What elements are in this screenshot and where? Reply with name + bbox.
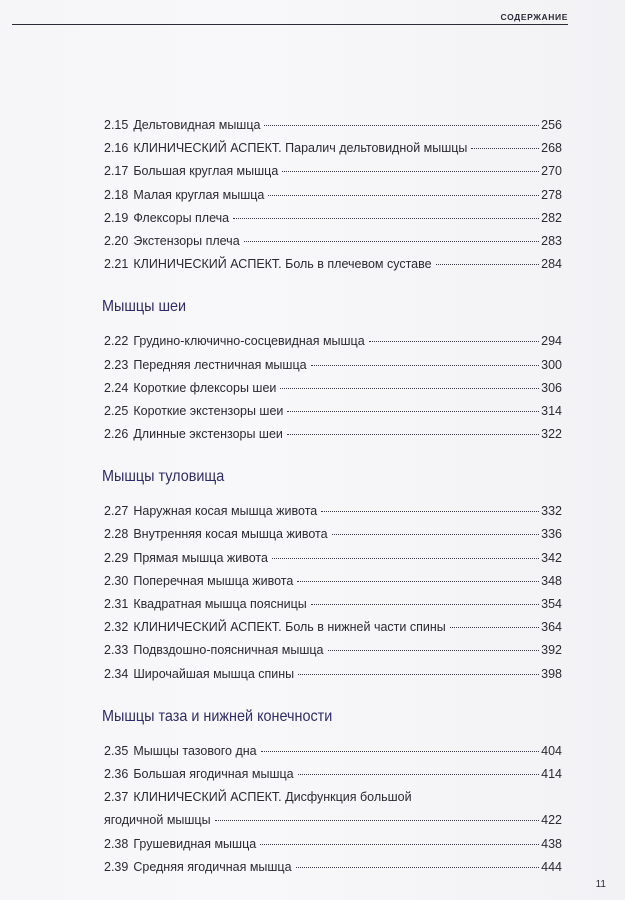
dot-leader	[450, 627, 539, 628]
toc-entry-title: КЛИНИЧЕСКИЙ АСПЕКТ. Дисфункция большой	[133, 790, 412, 805]
toc-entry[interactable]	[104, 114, 562, 137]
toc-entry-number: 2.15	[104, 118, 129, 132]
dot-leader	[282, 171, 539, 172]
toc-entry-title: Короткие флексоры шеи	[133, 380, 277, 395]
toc-entry-title: КЛИНИЧЕСКИЙ АСПЕКТ. Боль в плечевом суставе	[133, 257, 432, 272]
toc-entry-page: 294	[541, 334, 562, 349]
dot-leader	[332, 534, 540, 535]
toc-entry-number: 2.17	[104, 164, 129, 179]
toc-entry-page: 438	[541, 836, 562, 851]
toc-entry-number: 2.31	[104, 597, 129, 611]
dot-leader	[369, 341, 539, 342]
toc-entry[interactable]	[104, 616, 562, 639]
toc-entry-page: 414	[541, 766, 562, 781]
toc-entry-title: КЛИНИЧЕСКИЙ АСПЕКТ. Паралич дельтовидной мышцы	[133, 141, 468, 156]
dot-leader	[244, 241, 539, 242]
toc-entry-page: 322	[541, 427, 562, 442]
toc-entry[interactable]	[104, 400, 562, 423]
toc-entry-title: Квадратная мышца поясницы	[133, 597, 307, 611]
toc-entry-title: Средняя ягодичная мышца	[133, 859, 292, 874]
toc-entry-page: 283	[541, 233, 562, 248]
section-title: Мышцы туловища	[102, 468, 225, 486]
toc-entry[interactable]	[104, 570, 562, 593]
dot-leader	[328, 650, 540, 651]
toc-entry[interactable]	[104, 330, 562, 353]
toc-entry-title: Короткие экстензоры шеи	[133, 403, 284, 418]
dot-leader	[287, 434, 539, 435]
toc-entry-title: Прямая мышца живота	[133, 550, 268, 565]
dot-leader	[311, 604, 539, 605]
toc-entry-first-line	[104, 786, 562, 809]
dot-leader	[298, 674, 539, 675]
toc-entry-title: Наружная косая мышца живота	[133, 504, 318, 519]
toc-entry-page: 354	[541, 597, 562, 611]
toc-entry-number: 2.25	[104, 403, 129, 418]
toc-entry-title: Передняя лестничная мышца	[133, 357, 307, 372]
dot-leader	[272, 558, 539, 559]
toc-entry-number: 2.35	[104, 743, 129, 758]
toc-entry-number: 2.26	[104, 427, 129, 442]
toc-entry-title-continued: ягодичной мышцы	[104, 813, 211, 828]
toc-entry[interactable]	[104, 354, 562, 377]
toc-entry-page: 342	[541, 550, 562, 565]
toc-entry-page: 422	[541, 813, 562, 828]
toc-entry[interactable]	[104, 593, 562, 616]
toc-entry[interactable]	[104, 833, 562, 856]
toc-entry-title: Дельтовидная мышца	[133, 118, 261, 132]
toc-entry[interactable]	[104, 547, 562, 570]
toc-entry-number: 2.34	[104, 666, 129, 681]
toc-entry-page: 444	[541, 859, 562, 874]
toc-entry-title: Малая круглая мышца	[133, 187, 265, 202]
section-title: Мышцы таза и нижней конечности	[102, 707, 333, 725]
toc-entry-page: 270	[541, 164, 562, 179]
toc-entry-page: 398	[541, 666, 562, 681]
toc-entry[interactable]	[104, 639, 562, 662]
toc-entry[interactable]	[104, 184, 562, 207]
toc-entry-title: Экстензоры плеча	[133, 233, 240, 248]
toc-entry-page: 282	[541, 210, 562, 225]
toc-entry-title: Длинные экстензоры шеи	[133, 427, 283, 442]
toc-entry-number: 2.18	[104, 187, 129, 202]
toc-entry-number: 2.16	[104, 141, 129, 156]
toc-entry-second-line	[104, 809, 562, 832]
toc-entry[interactable]	[104, 230, 562, 253]
section-title: Мышцы шеи	[102, 298, 187, 316]
toc-entry-number: 2.21	[104, 257, 129, 272]
toc-entry[interactable]	[104, 786, 562, 832]
toc-entry-page: 278	[541, 187, 562, 202]
toc-entry-page: 404	[541, 743, 562, 758]
toc-entry-number: 2.22	[104, 334, 129, 349]
toc-entry-number: 2.27	[104, 504, 129, 519]
dot-leader	[260, 844, 539, 845]
dot-leader	[471, 148, 539, 149]
toc-entry-title: Широчайшая мышца спины	[133, 666, 295, 681]
dot-leader	[264, 125, 539, 126]
toc-entry-number: 2.28	[104, 527, 129, 542]
dot-leader	[296, 867, 540, 868]
table-of-contents	[104, 114, 562, 879]
toc-entry-page: 392	[541, 643, 562, 658]
toc-entry-title: Большая круглая мышца	[133, 164, 279, 179]
toc-entry-page: 268	[541, 141, 562, 156]
toc-entry-title: Внутренняя косая мышца живота	[133, 527, 328, 542]
toc-entry[interactable]	[104, 160, 562, 183]
toc-entry[interactable]	[104, 253, 562, 276]
running-header: СОДЕРЖАНИЕ	[500, 12, 568, 22]
toc-entry-page: 300	[541, 357, 562, 372]
toc-entry-number: 2.24	[104, 380, 129, 395]
toc-entry[interactable]	[104, 856, 562, 879]
toc-entry-title: Флексоры плеча	[133, 210, 230, 225]
toc-entry[interactable]	[104, 207, 562, 230]
dot-leader	[261, 751, 540, 752]
toc-entry-page: 336	[541, 527, 562, 542]
toc-entry-title: Подвздошно-поясничная мышца	[133, 643, 324, 658]
toc-entry[interactable]	[104, 137, 562, 160]
toc-entry-title: Большая ягодичная мышца	[133, 766, 294, 781]
toc-entry-number: 2.33	[104, 643, 129, 658]
dot-leader	[297, 581, 539, 582]
toc-entry-number: 2.19	[104, 210, 129, 225]
toc-entry[interactable]	[104, 763, 562, 786]
toc-entry-title: КЛИНИЧЕСКИЙ АСПЕКТ. Боль в нижней части спины	[133, 620, 446, 635]
toc-entry-page: 348	[541, 573, 562, 588]
toc-entry-title: Мышцы тазового дна	[133, 743, 257, 758]
toc-entry-title: Грудино-ключично-сосцевидная мышца	[133, 334, 365, 349]
page-number: 11	[595, 879, 606, 890]
toc-entry[interactable]	[104, 663, 562, 686]
dot-leader	[298, 774, 540, 775]
dot-leader	[215, 820, 540, 821]
toc-entry-page: 314	[541, 403, 562, 418]
toc-entry-number: 2.23	[104, 357, 129, 372]
toc-entry[interactable]	[104, 523, 562, 546]
toc-entry-page: 306	[541, 380, 562, 395]
dot-leader	[287, 411, 539, 412]
toc-entry[interactable]	[104, 423, 562, 446]
toc-entry-number: 2.20	[104, 233, 129, 248]
toc-entry-number: 2.30	[104, 573, 129, 588]
dot-leader	[321, 511, 539, 512]
toc-entry-page: 256	[541, 118, 562, 132]
toc-entry-title: Поперечная мышца живота	[133, 573, 294, 588]
toc-entry-page: 284	[541, 257, 562, 272]
toc-entry[interactable]	[104, 500, 562, 523]
dot-leader	[280, 388, 539, 389]
dot-leader	[436, 264, 540, 265]
toc-entry-number: 2.39	[104, 859, 129, 874]
toc-entry-page: 332	[541, 504, 562, 519]
dot-leader	[311, 365, 540, 366]
toc-entry-number: 2.29	[104, 550, 129, 565]
header-rule	[12, 24, 568, 25]
toc-entry-title: Грушевидная мышца	[133, 836, 257, 851]
toc-entry-number: 2.38	[104, 836, 129, 851]
toc-entry-page: 364	[541, 620, 562, 635]
dot-leader	[233, 218, 539, 219]
toc-entry[interactable]	[104, 740, 562, 763]
toc-entry-number: 2.37	[104, 790, 129, 805]
toc-entry-number: 2.36	[104, 766, 129, 781]
toc-entry-number: 2.32	[104, 620, 129, 635]
toc-entry[interactable]	[104, 377, 562, 400]
dot-leader	[268, 195, 539, 196]
